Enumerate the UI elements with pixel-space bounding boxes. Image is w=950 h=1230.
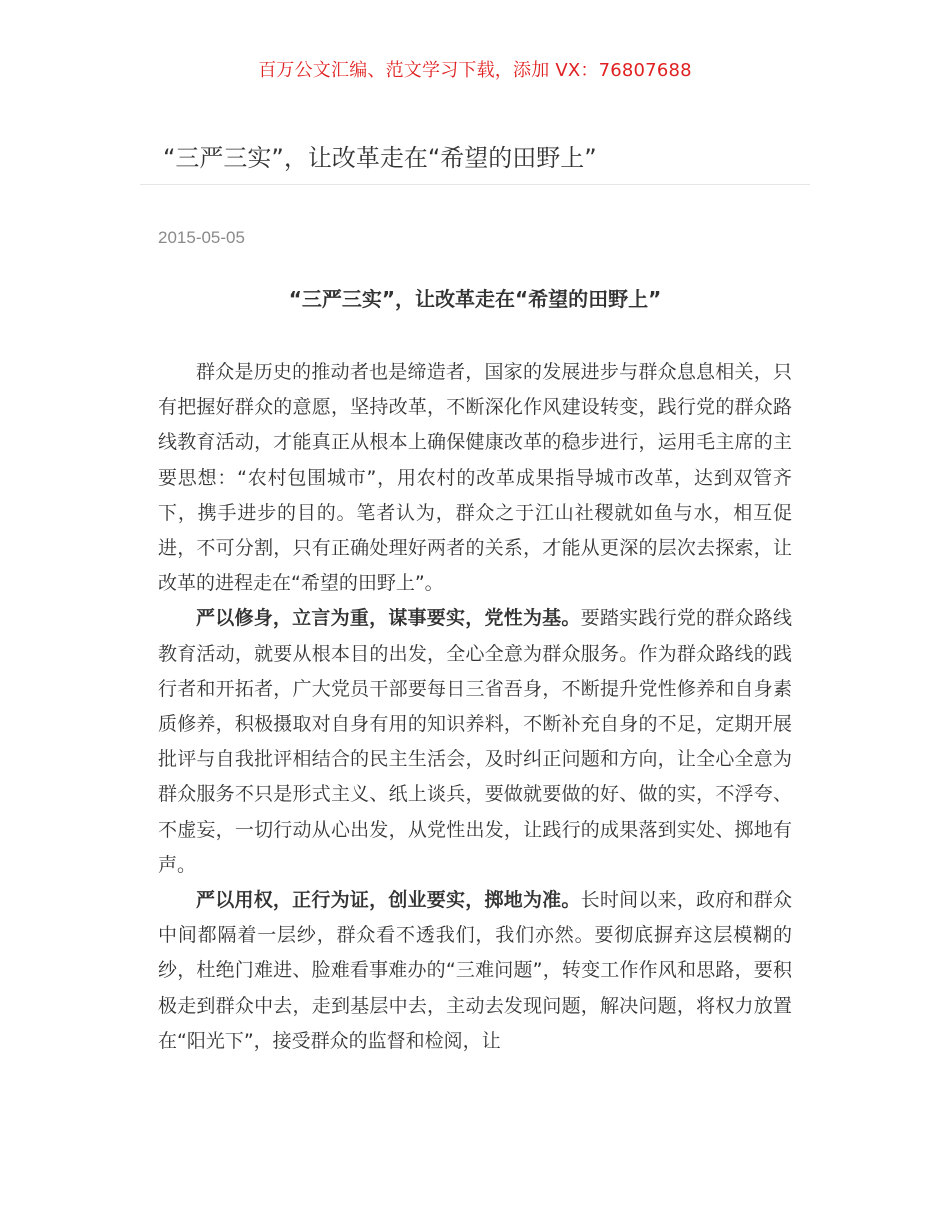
publish-date: 2015-05-05 (158, 228, 245, 247)
title-divider (140, 184, 810, 185)
paragraph (158, 355, 792, 601)
paragraph (158, 601, 792, 883)
article-body (158, 355, 792, 1059)
paragraph-text: 长时间以来，政府和群众中间都隔着一层纱，群众看不透我们，我们亦然。要彻底摒弃这层模糊的纱，杜绝门难进、脸难看事难办的“三难问题”，转变工作作风和思路，要积极走到群众中去，走到基层中去，主动去发现问题，解决问题，将权力放置在“阳光下”，接受群众的监督和检阅，让 (158, 889, 792, 1052)
paragraph-lead: 严以修身，立言为重，谋事要实，党性为基。 (196, 607, 581, 630)
page-title: “三严三实”，让改革走在“希望的田野上” (163, 144, 597, 172)
download-banner: 百万公文汇编、范文学习下载，添加 VX：76807688 (258, 60, 692, 81)
article-title: “三严三实”，让改革走在“希望的田野上” (288, 287, 662, 311)
paragraph-text: 群众是历史的推动者也是缔造者，国家的发展进步与群众息息相关，只有把握好群众的意愿，坚持改革，不断深化作风建设转变，践行党的群众路线教育活动，才能真正从根本上确保健康改革的稳步进行，运用毛主席的主要思想：“农村包围城市”，用农村的改革成果指导城市改革，达到双管齐下，携手进步的目的。笔者认为，群众之于江山社稷就如鱼与水，相互促进，不可分割，只有正确处理好两者的关系，才能从更深的层次去探索，让改革的进程走在“希望的田野上”。 (158, 361, 792, 595)
paragraph (158, 883, 792, 1059)
paragraph-text: 要踏实践行党的群众路线教育活动，就要从根本目的出发，全心全意为群众服务。作为群众路线的践行者和开拓者，广大党员干部要每日三省吾身，不断提升党性修养和自身素质修养，积极摄取对自身有用的知识养料，不断补充自身的不足，定期开展批评与自我批评相结合的民主生活会，及时纠正问题和方向，让全心全意为群众服务不只是形式主义、纸上谈兵，要做就要做的好、做的实，不浮夸、不虚妄，一切行动从心出发，从党性出发，让践行的成果落到实处、掷地有声。 (158, 607, 792, 876)
paragraph-lead: 严以用权，正行为证，创业要实，掷地为准。 (196, 889, 581, 912)
